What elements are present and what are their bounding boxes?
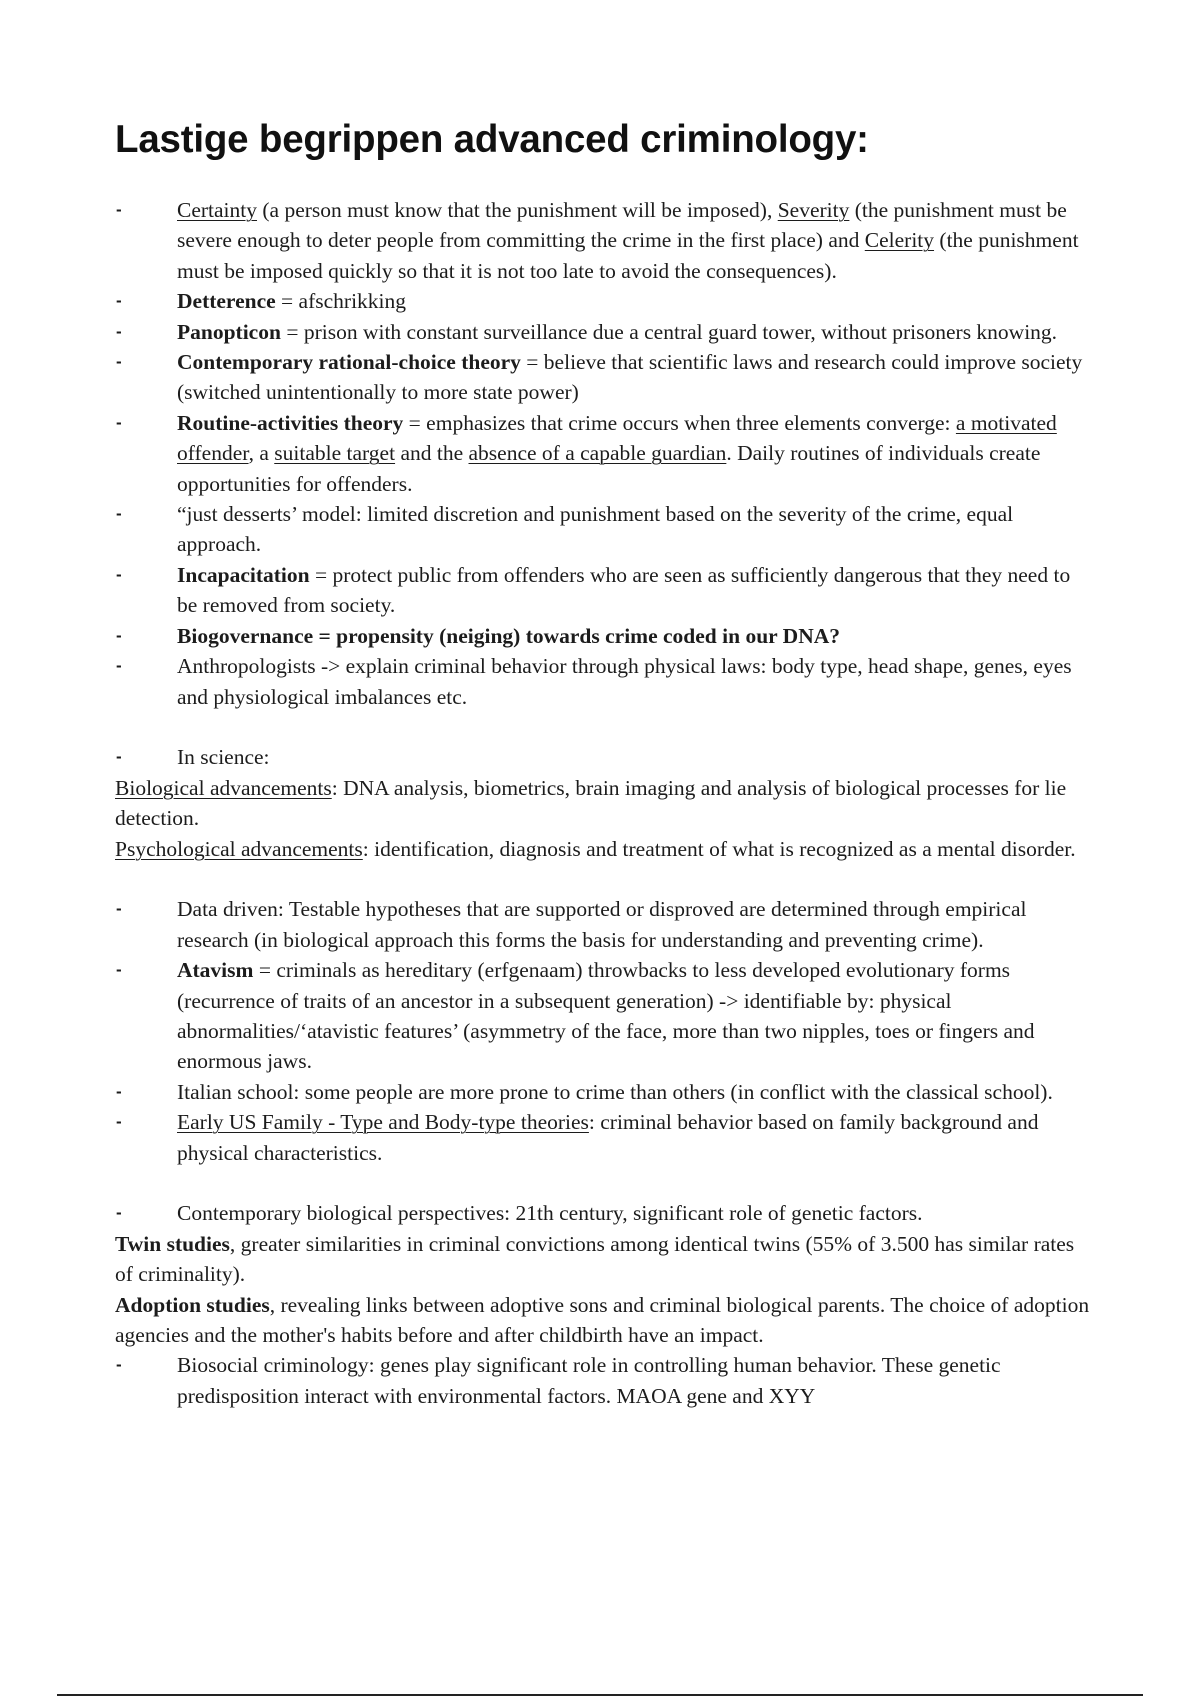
paragraph-psychological-advancements: Psychological advancements: identification, diagnosis and treatment of what is recognized as a mental disorder.: [115, 836, 1076, 861]
bullet-dash: -: [116, 352, 122, 372]
bullet-dash: -: [116, 747, 122, 767]
bullet-dash: -: [116, 625, 122, 645]
bullet-dash: -: [116, 1081, 122, 1101]
section-heading-science: - In science:: [115, 742, 1090, 772]
bullet-dash: -: [116, 1355, 122, 1375]
bullet-dash: -: [116, 1112, 122, 1132]
document-body: [115, 195, 1090, 1411]
page-title: Lastige begrippen advanced criminology:: [115, 118, 869, 161]
bullet-dash: -: [116, 321, 122, 341]
bullet-dash: -: [116, 504, 122, 524]
bullet-dash: -: [116, 1203, 122, 1223]
page-bottom-rule: [57, 1694, 1143, 1696]
list-item-rational-choice: - Contemporary rational-choice theory = believe that scientific laws and research could improve society (switched unintentionally to more state power): [115, 347, 1090, 408]
bullet-dash: -: [116, 656, 122, 676]
list-item-biosocial: - Biosocial criminology: genes play significant role in controlling human behavior. These genetic predisposition interact with environmental factors. MAOA gene and XYY: [115, 1350, 1090, 1411]
list-item-biogovernance: - Biogovernance = propensity (neiging) towards crime coded in our DNA?: [115, 621, 1090, 651]
bullet-dash: -: [116, 200, 122, 219]
list-item-atavism: - Atavism = criminals as hereditary (erfgenaam) throwbacks to less developed evolutionary forms (recurrence of traits of an ancestor in a subsequent generation) -> identifiable by: physical abnormalities/‘atavistic features’ (asymmetry of the face, more than two nipples, toes or fingers and enormous jaws.: [115, 955, 1090, 1077]
paragraph-adoption-studies: Adoption studies, revealing links between adoptive sons and criminal biological parents. The choice of adoption agencies and the mother's habits before and after childbirth have an impact.: [115, 1292, 1090, 1347]
bullet-dash: -: [116, 960, 122, 980]
list-item-deterrence: - Detterence = afschrikking: [115, 286, 1090, 316]
list-item-early-us-family: - Early US Family - Type and Body-type theories: criminal behavior based on family background and physical characteristics.: [115, 1107, 1090, 1168]
bullet-dash: -: [116, 899, 122, 919]
list-item-just-deserts: - “just desserts’ model: limited discretion and punishment based on the severity of the crime, equal approach.: [115, 499, 1090, 560]
bullet-dash: -: [116, 412, 122, 432]
list-item-certainty: - Certainty (a person must know that the punishment will be imposed), Severity (the punishment must be severe enough to deter people from committing the crime in the first place) and Celerity (the punishment must be imposed quickly so that it is not too late to avoid the consequences).: [115, 195, 1090, 286]
list-item-incapacitation: - Incapacitation = protect public from offenders who are seen as sufficiently dangerous that they need to be removed from society.: [115, 560, 1090, 621]
list-item-italian-school: - Italian school: some people are more prone to crime than others (in conflict with the classical school).: [115, 1077, 1090, 1107]
list-item-routine-activities: - Routine-activities theory = emphasizes that crime occurs when three elements converge: a motivated offender, a suitable target and the absence of a capable guardian. Daily routines of individuals create opportunities for offenders.: [115, 408, 1090, 499]
paragraph-twin-studies: Twin studies, greater similarities in criminal convictions among identical twins (55% of 3.500 has similar rates of criminality).: [115, 1231, 1075, 1287]
list-item-data-driven: - Data driven: Testable hypotheses that are supported or disproved are determined through empirical research (in biological approach this forms the basis for understanding and preventing crime).: [115, 894, 1090, 955]
list-item-anthropologists: - Anthropologists -> explain criminal behavior through physical laws: body type, head shape, genes, eyes and physiological imbalances etc.: [115, 651, 1090, 712]
bullet-dash: -: [116, 291, 122, 311]
list-item-panopticon: - Panopticon = prison with constant surveillance due a central guard tower, without prisoners knowing.: [115, 317, 1090, 347]
bullet-dash: -: [116, 564, 122, 584]
paragraph-biological-advancements: Biological advancements: DNA analysis, biometrics, brain imaging and analysis of biological processes for lie detection.: [115, 775, 1067, 831]
section-heading-contemporary: - Contemporary biological perspectives: 21th century, significant role of genetic factors.: [115, 1198, 1090, 1228]
